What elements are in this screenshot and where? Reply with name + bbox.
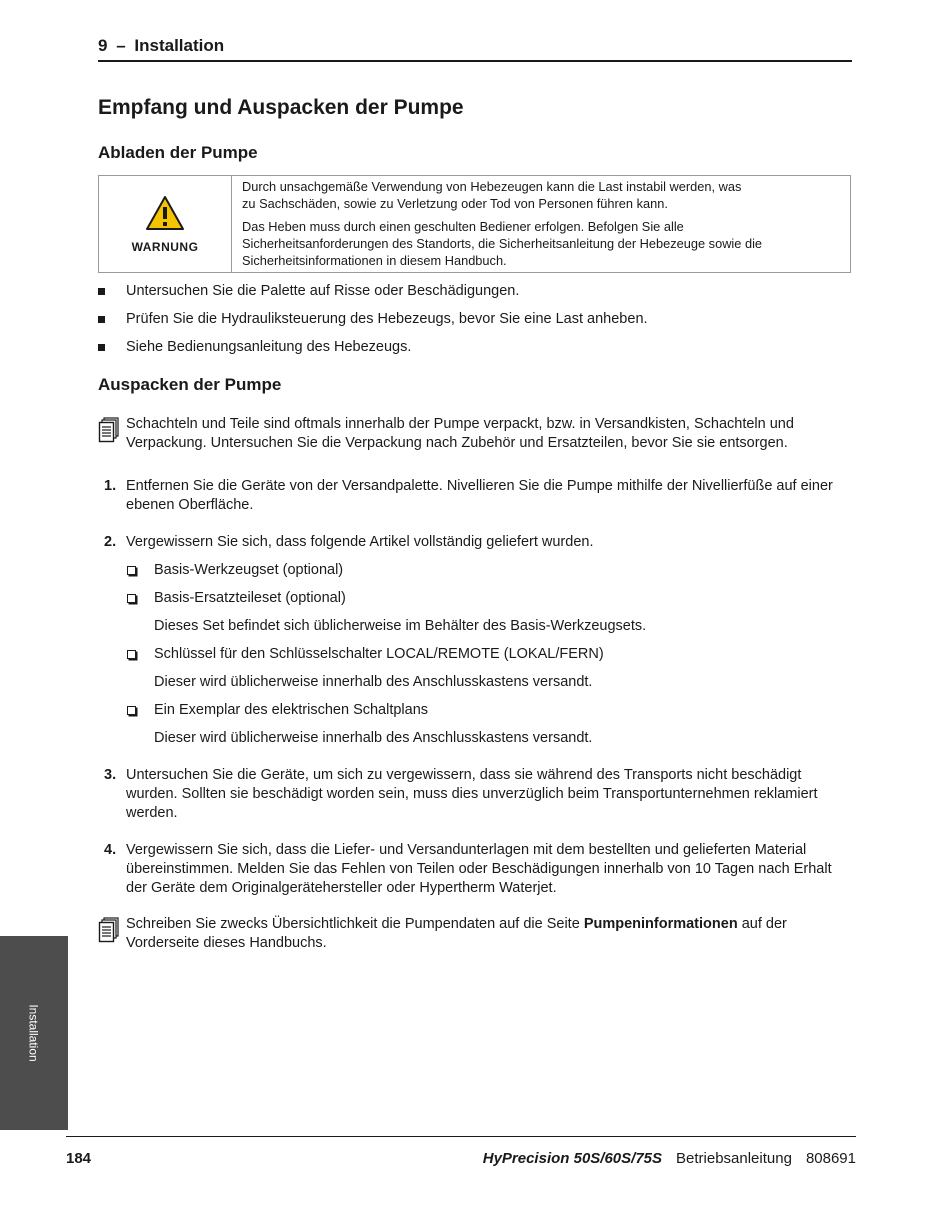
step-item (98, 533, 852, 748)
side-tab-label: Installation (27, 1004, 41, 1062)
step-line: der Geräte dem Originalgerätehersteller oder Hypertherm Waterjet. (126, 880, 557, 896)
square-bullet-icon (98, 288, 105, 295)
step-line: ebenen Oberfläche. (126, 497, 254, 513)
side-tab (0, 936, 68, 1130)
checklist-item (126, 589, 852, 636)
note-text-part: auf der (737, 916, 787, 932)
step-line: übereinstimmen. Melden Sie das Fehlen von Teilen oder Beschädigungen innerhalb von 10 Tagen nach Erhalt (126, 861, 832, 877)
chapter-separator: – (116, 36, 126, 55)
checklist-item-label: Basis-Ersatzteileset (optional) (154, 590, 346, 606)
product-name: HyPrecision 50S/60S/75S (482, 1150, 663, 1167)
step-text (126, 841, 852, 898)
square-bullet-icon (98, 316, 105, 323)
note-pages-icon (98, 417, 120, 449)
step-item (98, 841, 852, 898)
step-text: Vergewissern Sie sich, dass folgende Artikel vollständig geliefert wurden. (126, 534, 594, 550)
page-footer (66, 1150, 856, 1172)
warning-text (232, 176, 772, 272)
chapter-header (98, 36, 852, 62)
unloading-bullet-list (98, 282, 852, 366)
checklist-item (126, 701, 852, 748)
step-text (126, 477, 852, 515)
footer-rule (66, 1136, 856, 1137)
note-text (126, 915, 852, 953)
warning-line: Das Heben muss durch einen geschulten Bediener erfolgen. Befolgen Sie alle (242, 219, 684, 234)
warning-line: Sicherheitsinformationen in diesem Handbuch. (242, 253, 507, 268)
step-text (126, 766, 852, 823)
section-title-unloading: Abladen der Pumpe (98, 143, 258, 162)
delivery-checklist (126, 561, 852, 748)
unpacking-steps (98, 477, 852, 916)
checklist-item-label: Basis-Werkzeugset (optional) (154, 562, 344, 578)
warning-label-cell (99, 176, 232, 272)
step-number: 4. (104, 842, 117, 858)
note-text-part: Schreiben Sie zwecks Übersichtlichkeit die Pumpendaten auf die Seite (126, 916, 584, 932)
checklist-item-note: Dieses Set befindet sich üblicherweise im Behälter des Basis-Werkzeugsets. (154, 618, 647, 634)
step-line: Entfernen Sie die Geräte von der Versandpalette. Nivellieren Sie die Pumpe mithilfe der Nivellierfüße auf einer (126, 478, 833, 494)
warning-box (98, 175, 851, 273)
footer-right (483, 1150, 856, 1167)
note-packaging (98, 415, 852, 453)
checklist-item-label: Ein Exemplar des elektrischen Schaltplans (154, 702, 429, 718)
list-item (98, 310, 852, 329)
document-type: Betriebsanleitung (676, 1150, 792, 1167)
page-number: 184 (66, 1150, 92, 1167)
step-line: werden. (126, 805, 178, 821)
checkbox-bullet-icon (127, 706, 136, 715)
note-line: Vorderseite dieses Handbuchs. (126, 935, 327, 951)
note-line: Verpackung. Untersuchen Sie die Verpackung nach Zubehör und Ersatzteilen, bevor Sie sie entsorgen. (126, 435, 788, 451)
pump-info-reference: Pumpeninformationen (583, 916, 738, 932)
warning-paragraph-2 (242, 218, 762, 269)
note-pages-icon (98, 917, 120, 949)
note-pump-info (98, 915, 852, 953)
checklist-item-label: Schlüssel für den Schlüsselschalter LOCAL/REMOTE (LOKAL/FERN) (154, 646, 604, 662)
warning-label: WARNUNG (131, 239, 199, 254)
chapter-title: Installation (134, 36, 225, 55)
list-item (98, 338, 852, 357)
list-item-text: Siehe Bedienungsanleitung des Hebezeugs. (126, 339, 412, 355)
step-item (98, 766, 852, 823)
checkbox-bullet-icon (127, 594, 136, 603)
step-number: 3. (104, 767, 117, 783)
square-bullet-icon (98, 344, 105, 351)
checkbox-bullet-icon (127, 566, 136, 575)
step-line: Vergewissern Sie sich, dass die Liefer- und Versandunterlagen mit dem bestellten und gelieferten Material (126, 842, 807, 858)
warning-line: zu Sachschäden, sowie zu Verletzung oder Tod von Personen führen kann. (242, 196, 668, 211)
step-number: 2. (104, 534, 117, 550)
note-text (126, 415, 852, 453)
section-title-unpacking: Auspacken der Pumpe (98, 375, 282, 394)
checkbox-bullet-icon (127, 650, 136, 659)
warning-paragraph-1 (242, 178, 762, 212)
checklist-item (126, 561, 852, 580)
warning-line: Sicherheitsanforderungen des Standorts, die Sicherheitsanleitung der Hebezeuge sowie die (242, 236, 763, 251)
step-item (98, 477, 852, 515)
page-title: Empfang und Auspacken der Pumpe (98, 96, 464, 119)
list-item-text: Untersuchen Sie die Palette auf Risse oder Beschädigungen. (126, 283, 520, 299)
chapter-number: 9 (98, 36, 108, 55)
warning-triangle-icon (145, 195, 185, 236)
list-item-text: Prüfen Sie die Hydrauliksteuerung des Hebezeugs, bevor Sie eine Last anheben. (126, 311, 648, 327)
step-number: 1. (104, 478, 117, 494)
step-line: wurden. Sollten sie beschädigt worden sein, muss dies unverzüglich beim Transportunternehmen reklamiert (126, 786, 818, 802)
list-item (98, 282, 852, 301)
checklist-item-note: Dieser wird üblicherweise innerhalb des Anschlusskastens versandt. (154, 674, 593, 690)
step-line: Untersuchen Sie die Geräte, um sich zu vergewissern, dass sie während des Transports nicht beschädigt (126, 767, 802, 783)
document-number: 808691 (805, 1150, 856, 1167)
checklist-item-note: Dieser wird üblicherweise innerhalb des Anschlusskastens versandt. (154, 730, 593, 746)
warning-line: Durch unsachgemäße Verwendung von Hebezeugen kann die Last instabil werden, was (242, 179, 742, 194)
checklist-item (126, 645, 852, 692)
note-line: Schachteln und Teile sind oftmals innerhalb der Pumpe verpackt, bzw. in Versandkisten, Schachteln und (126, 416, 794, 432)
